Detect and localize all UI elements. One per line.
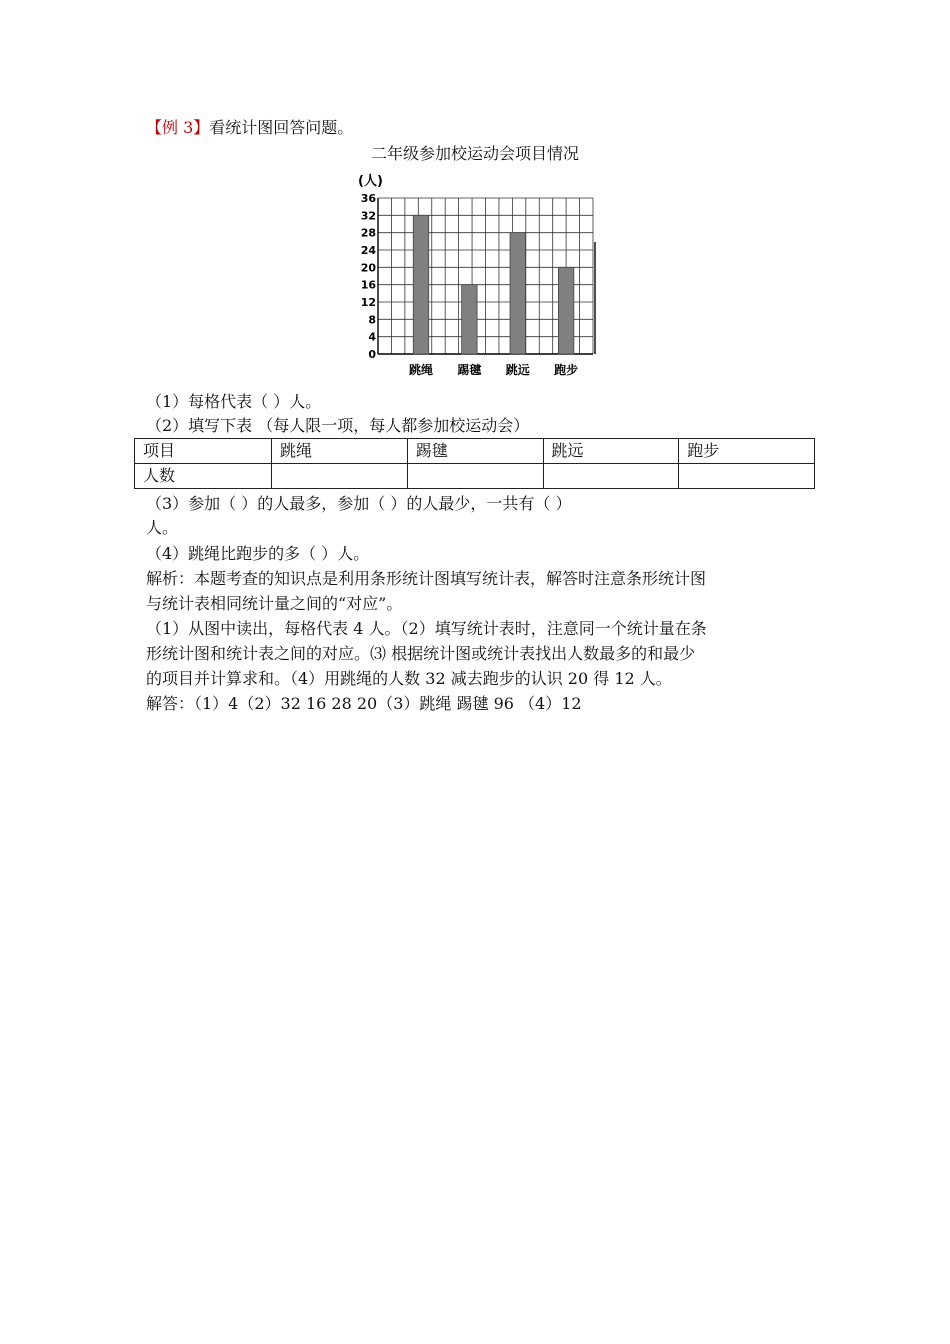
y-tick-label: 36	[360, 192, 376, 205]
table-header-row	[135, 439, 815, 464]
fill-in-table	[134, 438, 815, 489]
answer-line: 解答：（1）4（2）32 16 28 20（3）跳绳 踢毽 96 （4）12	[146, 694, 582, 713]
bar-跳远	[510, 233, 525, 354]
table-header-cell: 跳远	[543, 439, 679, 464]
analysis-line: 解析：本题考查的知识点是利用条形统计图填写统计表，解答时注意条形统计图	[146, 569, 707, 588]
y-axis-label: (人)	[358, 174, 383, 189]
question-3: （3）参加（ ）的人最多，参加（ ）的人最少，一共有（ ）	[146, 494, 572, 513]
x-tick-label: 跑步	[554, 363, 579, 377]
table-header-cell: 跑步	[679, 439, 815, 464]
bar-跑步	[558, 267, 573, 354]
bar-踢毽	[462, 285, 477, 354]
question-3-cont: 人。	[146, 518, 179, 537]
bar-跳绳	[413, 215, 428, 354]
table-header-cell: 项目	[135, 439, 272, 464]
y-tick-label: 12	[360, 296, 376, 309]
table-row	[135, 464, 815, 489]
x-tick-label: 跳绳	[408, 363, 434, 377]
y-tick-label: 20	[360, 261, 376, 275]
question-4: （4）跳绳比跑步的多（ ）人。	[146, 544, 370, 563]
y-tick-labels	[361, 192, 377, 361]
example-header	[146, 116, 353, 140]
blank-cell[interactable]	[407, 464, 543, 489]
y-tick-label: 32	[360, 209, 376, 223]
bar-chart	[340, 168, 610, 384]
analysis-line: 与统计表相同统计量之间的“对应”。	[146, 594, 403, 613]
y-tick-label: 24	[360, 244, 376, 257]
y-tick-label: 8	[368, 313, 376, 327]
y-tick-label: 0	[368, 348, 376, 361]
blank-cell[interactable]	[543, 464, 679, 489]
analysis-line: 形统计图和统计表之间的对应。⑶ 根据统计图或统计表找出人数最多的和最少	[146, 644, 696, 663]
example-instruction: 看统计图回答问题。	[209, 118, 354, 137]
table-header-cell: 跳绳	[272, 439, 408, 464]
example-tag: 【例 3】	[146, 118, 210, 137]
question-2: （2）填写下表 （每人限一项，每人都参加校运动会）	[146, 416, 530, 435]
x-tick-labels	[409, 362, 578, 377]
x-tick-label: 跳远	[505, 363, 530, 377]
y-tick-label: 28	[360, 226, 376, 240]
y-tick-label: 16	[360, 278, 376, 292]
question-1: （1）每格代表（ ）人。	[146, 392, 322, 411]
table-row-label: 人数	[135, 464, 272, 489]
x-tick-label: 踢毽	[457, 363, 482, 377]
chart-title: 二年级参加校运动会项目情况	[370, 144, 579, 163]
blank-cell[interactable]	[272, 464, 408, 489]
table-header-cell: 踢毽	[407, 439, 543, 464]
y-tick-label: 4	[368, 330, 376, 344]
analysis-line: 的项目并计算求和。（4）用跳绳的人数 32 减去跑步的认识 20 得 12 人。	[146, 669, 672, 688]
analysis-line: （1）从图中读出，每格代表 4 人。（2）填写统计表时，注意同一个统计量在条	[146, 619, 707, 638]
blank-cell[interactable]	[679, 464, 815, 489]
